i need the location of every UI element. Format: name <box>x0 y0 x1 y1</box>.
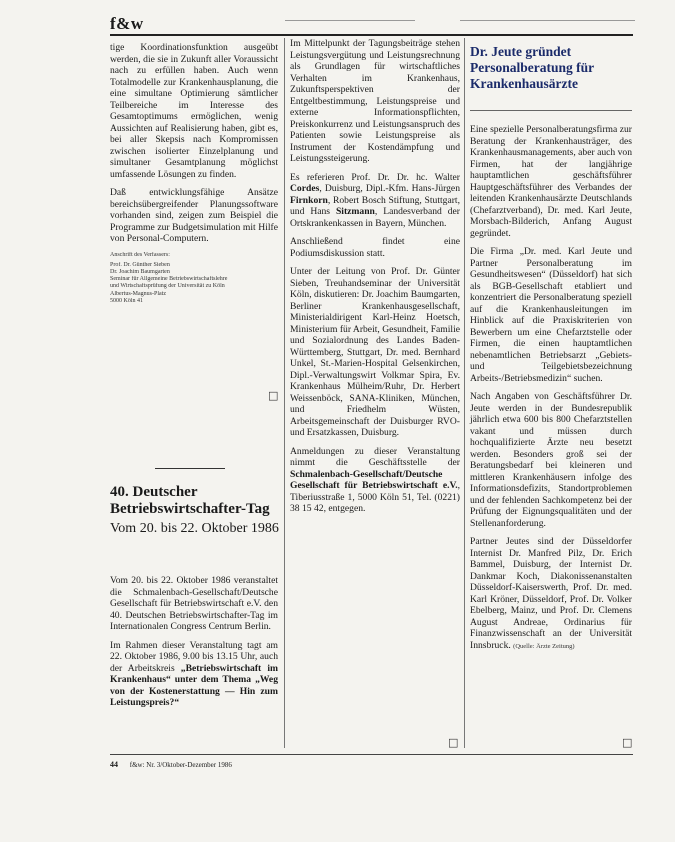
paragraph: Die Firma „Dr. med. Karl Jeute und Partner Personalberatung im Gesundheitswesen“ (Düsseldorf) hat sich als BGB-Gesellschaft etabliert und konzentriert die Personalberatung speziell auf die Krankenhausleitungen im Hinblick auf die Praxiskriterien von Bewerbern um eine Chefarztstelle oder Firmen, die einen hauptamtlichen nebenamtlichen Betriebsarzt „Gebiets- und Teilgebietsbezeichnung Arbeits-/Betriebsmedizin“ suchen. <box>470 246 632 384</box>
paragraph: Nach Angaben von Geschäftsführer Dr. Jeute werden in der Bundesrepublik jährlich etwa 600 bis 800 Chefarztstellen vakant und müssen durch hochqualifizierte Ärzte neu besetzt werden. Besonders groß sei der Beratungsbedarf bei kleineren und mittleren Krankenhäusern infolge des Informationsdefizits, Standortproblemen und der fehlenden Sachkompetenz bei der Prüfung der Eignungsqualitäten und der Stellenanforderung. <box>470 391 632 529</box>
author-address <box>110 252 278 305</box>
address-line: Prof. Dr. Günther Sieben <box>110 261 170 268</box>
column-divider <box>284 38 285 748</box>
header-rule-thin <box>460 20 635 21</box>
paragraph <box>290 446 460 515</box>
footer-rule <box>110 754 633 755</box>
text: Anmeldungen zu dieser Veranstaltung nimmt die Geschäftsstelle der <box>290 445 460 468</box>
page-footer <box>110 760 310 769</box>
header-rule <box>110 34 633 36</box>
address-line: und Wirtschaftsprüfung der Universität zu Köln <box>110 283 225 290</box>
article-headline: Dr. Jeute gründet Personalberatung für Krankenhausärzte <box>470 44 594 91</box>
address-line: Seminar für Allgemeine Betriebswirtschaftslehre <box>110 276 228 283</box>
text: Im Rahmen dieser Veranstaltung tagt am 22. Oktober 1986, 9.00 bis 13.15 Uhr, auch der Arbeitskreis <box>110 639 278 674</box>
article-headline: 40. Deutscher Betriebswirtschafter-Tag <box>110 484 270 517</box>
text: Partner Jeutes sind der Düsseldorfer Internist Dr. Manfred Pilz, Dr. Erich Bammel, Duisburg, der Internist Dr. Dankmar Koch, Diakonissenanstalten Düsseldorf-Kaiserswerth, Prof. Dr. med. Karl Kröner, Düsseldorf, Prof. Dr. Volker Ebelberg, Mainz, und Prof. Dr. Clemens August Andreae, Ordinarius für Finanzwissenschaft an der Universität Innsbruck. <box>470 536 632 651</box>
paragraph: Eine spezielle Personalberatungsfirma zur Beratung der Krankenhausträger, des Krankenhausmanagements, aber auch von Firmen, hat der langjährige hauptamtlichen geschäftsführer Hauptgeschäftsführer des Verbandes der leitenden Krankenhausärzte Deutschlands (Chefarztverband), Dr. med. Karl Jeute, Morsbach-Bilderich, Anfang August gegründet. <box>470 124 632 239</box>
end-mark: □ <box>448 736 459 749</box>
bold-text: Schmalenbach-Gesellschaft/Deutsche Gesellschaft für Betriebswirtschaft e.V. <box>290 468 458 491</box>
text: , Robert Bosch Stiftung, Stuttgart, und Hans <box>290 194 460 217</box>
column-1 <box>110 42 278 305</box>
text: , Tiberiusstraße 1, 5000 Köln 51, Tel. (0221) 38 15 42, entgegen. <box>290 480 460 514</box>
column-1-article <box>110 575 278 716</box>
address-line: Dr. Joachim Baumgarten <box>110 268 170 275</box>
journal-logo: f&w <box>110 14 144 33</box>
column-2 <box>290 38 460 522</box>
text: , Duisburg, Dipl.-Kfm. Hans-Jürgen <box>319 183 460 194</box>
column-3 <box>470 124 632 658</box>
paragraph <box>470 536 632 651</box>
bold-name: Sitzmann <box>335 206 375 217</box>
column-divider <box>464 38 465 748</box>
paragraph: Unter der Leitung von Prof. Dr. Günter Sieben, Treuhandseminar der Universität Köln, diskutieren: Dr. Joachim Baumgarten, Berliner Krankenhausgesellschaft, Ministerialdirigent Karl-Heinz Hoetsch, Ministerium für Arbeit, Gesundheit, Familie und Sozialordnung des Landes Baden-Württemberg, Stuttgart, Dr. med. Bernhard Unkel, St.-Marien-Hospital Gelsenkirchen, Dipl.-Verwaltungswirt Volkmar Spira, Ev. Krankenhaus Mülheim/Ruhr, Dr. Herbert Weissenböck, SANA-Kliniken, München, und Friedhelm Wüsten, Arbeitsgemeinschaft der Duisburger RVO- und Ersatzkassen, Duisburg. <box>290 266 460 438</box>
section-separator <box>155 468 225 469</box>
end-mark: □ <box>622 736 633 749</box>
address-line: Albertus-Magnus-Platz <box>110 290 166 297</box>
paragraph: Anschließend findet eine Podiumsdiskussion statt. <box>290 236 460 259</box>
bold-name: Cordes <box>290 183 320 194</box>
paragraph <box>110 640 278 709</box>
page-number: 44 <box>110 760 118 769</box>
text: Es referieren Prof. Dr. Dr. hc. Walter <box>290 171 460 183</box>
paragraph: Im Mittelpunkt der Tagungsbeiträge stehen Leistungsvergütung und Leistungsrechnung als Grundlagen für wirtschaftliches Verhalten im Krankenhaus, Zukunftsperspektiven der Entgeltbestimmung, Leistungspreise und externe Informationspflichten, Preiskonkurrenz und Leistungsanspruch des Patienten sowie Leistungspreise als Instrument der Kostendämpfung und Leistungssteigerung. <box>290 38 460 164</box>
text: , Landesverband der Ortskrankenkassen in Bayern, München. <box>290 206 460 229</box>
journal-reference: f&w: Nr. 3/Oktober-Dezember 1986 <box>129 761 232 769</box>
end-mark: □ <box>268 389 279 402</box>
bold-name: Firnkorn <box>290 194 328 206</box>
paragraph: tige Koordinationsfunktion ausgeübt werden, die sie in Zukunft aller Voraussicht nach zu erfüllen haben. Auch wenn Totalmodelle zur Krankenhausplanung, die eine simultane Optimierung sämtlicher Teilbereiche im Interesse des Gesamtoptimums ermöglichen, wenig Aussichten auf Realisierung haben, gibt es, bei aller Skepsis nach Kompromissen zwischen isolierter Einzelplanung und simultaner Gesamtplanung möglichst umfassende Lösungen zu finden. <box>110 42 278 180</box>
paragraph <box>290 172 460 230</box>
bold-text: „Betriebswirtschaft im Krankenhaus“ unter dem Thema „Weg von der Kostenerstattung — Hin zum Leistungspreis?“ <box>110 662 278 708</box>
address-line: 5000 Köln 41 <box>110 297 143 304</box>
headline-rule <box>470 110 632 111</box>
paragraph: Daß entwicklungsfähige Ansätze bereichsübergreifender Planungssoftware vorhanden sind, zeigen zum Beispiel die Programme zur Budgetsimulation mit Hilfe von Personal-Computern. <box>110 187 278 244</box>
header-rule-thin <box>285 20 415 21</box>
paragraph: Vom 20. bis 22. Oktober 1986 veranstaltet die Schmalenbach-Gesellschaft/Deutsche Gesellschaft für Betriebswirtschaft e.V. den 40. Deutschen Betriebswirtschafter-Tag im Internationalen Congress Centrum Berlin. <box>110 575 278 632</box>
source-note: (Quelle: Ärzte Zeitung) <box>513 642 575 650</box>
article-subheadline: Vom 20. bis 22. Oktober 1986 <box>110 521 279 536</box>
address-label: Anschrift des Verfassers: <box>110 251 170 258</box>
